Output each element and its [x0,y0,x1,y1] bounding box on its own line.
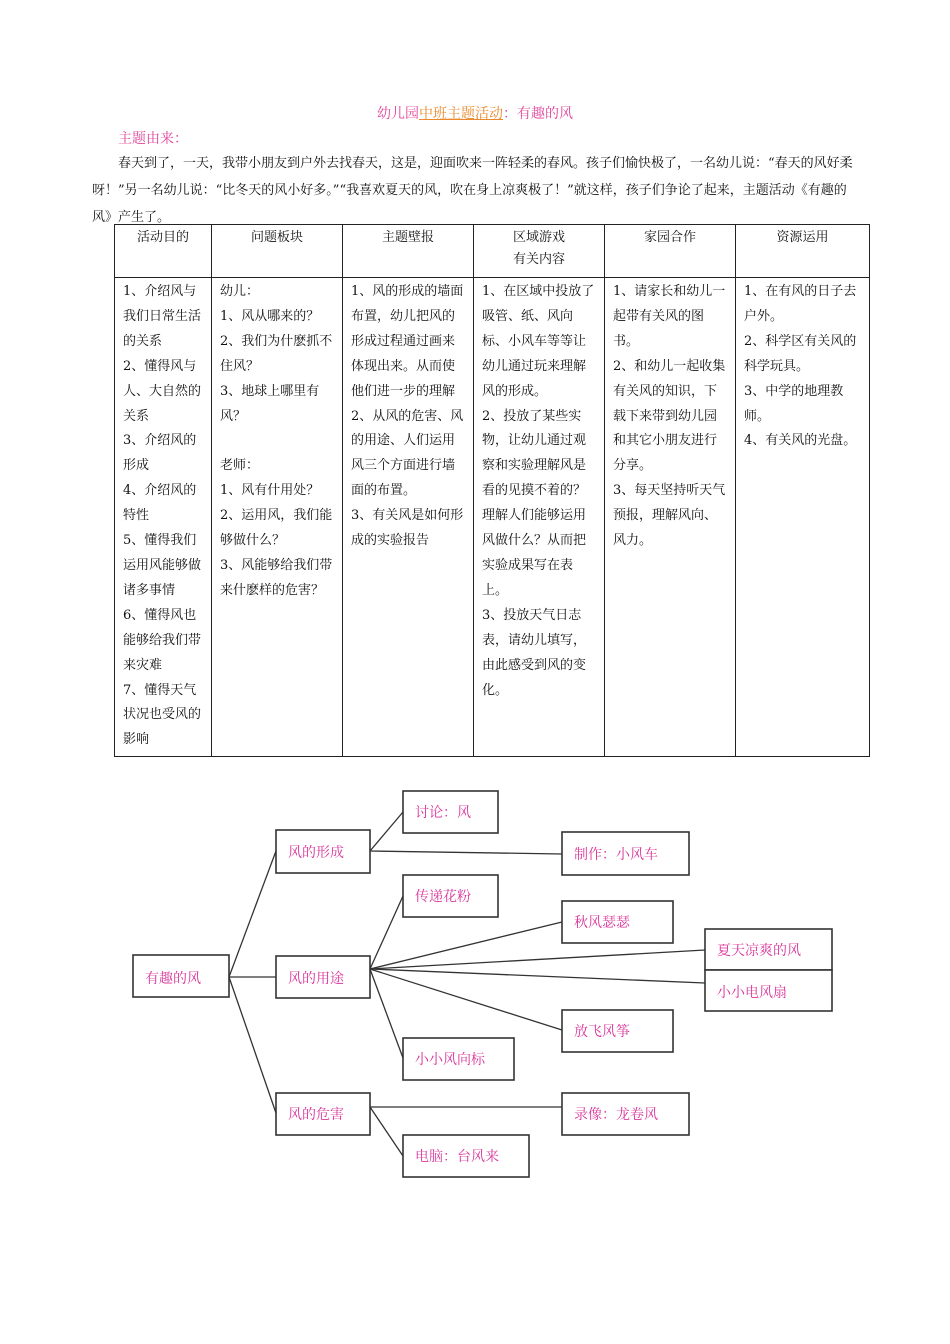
node-fan [705,970,832,1011]
svg-text:电脑：台风来: 电脑：台风来 [415,1149,499,1165]
header-text: 资源运用 [776,230,829,245]
column-header [736,225,870,278]
node-uses [276,956,370,998]
cell-item: 2、懂得风与人、大自然的关系 [123,358,202,424]
node-summer [705,929,832,970]
cell-item: 2、和幼儿一起收集有关风的知识，下载下来带到幼儿园和其它小朋友进行分享。 [613,358,726,474]
node-discuss [403,791,498,833]
header-text: 活动目的 [136,230,189,245]
cell-item: 3、每天坚持听天气预报，理解风向、风力。 [613,483,726,549]
svg-text:制作：小风车: 制作：小风车 [574,847,658,863]
cell-item: 3、介绍风的形成 [123,433,197,474]
title-suffix: ：有趣的风 [503,106,573,122]
cell-item: 1、风从哪来的？ [220,308,320,324]
cell-item: 老师： [220,458,260,474]
intro-text: 春天到了，一天，我带小朋友到户外去找春天，这是，迎面吹来一阵轻柔的春风。孩子们愉快极了，一名幼儿说：“春天的风好柔呀！”另一名幼儿说：“比冬天的风小好多。”“我喜欢夏天的风，吹在身上凉爽极了！”就这样，孩子们争论了起来，主题活动《有趣的风》产生了。 [92,156,853,225]
node-harm [276,1093,370,1135]
cell-item: 3、地球上哪里有风？ [220,383,320,424]
node-root [133,955,229,997]
svg-text:讨论：风: 讨论：风 [415,805,471,821]
svg-text:风的用途: 风的用途 [288,971,344,987]
cell-item: 5、懂得我们运用风能够做诸多事情 [123,533,202,598]
svg-text:放飞风筝: 放飞风筝 [574,1024,630,1040]
cell-item: 2、投放了某些实物，让幼儿通过观察和实验理解风是看的见摸不着的？理解人们能够运用风做什么？从而把实验成果写在表上。 [482,408,587,598]
svg-text:有趣的风: 有趣的风 [145,971,201,987]
cell-item: 4、有关风的光盘。 [744,433,857,449]
table-cell [736,278,870,757]
svg-text:秋风瑟瑟: 秋风瑟瑟 [574,915,630,931]
column-header [343,225,474,278]
cell-item: 2、运用风，我们能够做什么？ [220,508,333,549]
header-text: 有关内容 [512,252,565,267]
header-text: 主题壁报 [381,230,434,245]
table-cell [115,278,212,757]
cell-item: 2、科学区有关风的科学玩具。 [744,333,857,374]
cell-item: 6、懂得风也能够给我们带来灾难 [123,607,202,673]
table-cell [605,278,736,757]
mind-map [0,780,950,1200]
svg-text:录像：龙卷风: 录像：龙卷风 [574,1107,658,1123]
column-header [115,225,212,278]
table-cell [343,278,474,757]
node-typhoon [403,1135,529,1177]
node-vane [403,1038,514,1080]
column-header [474,225,605,278]
cell-item: 3、有关风是如何形成的实验报告 [351,508,464,549]
svg-text:风的危害: 风的危害 [288,1107,344,1123]
svg-text:小小风向标: 小小风向标 [415,1052,485,1068]
cell-item: 2、从风的危害、风的用途、人们运用风三个方面进行墙面的布置。 [351,408,464,499]
cell-item: 3、中学的地理教师。 [744,383,844,424]
node-tornado [562,1093,689,1135]
header-text: 区域游戏 [512,230,565,245]
header-text: 问题板块 [250,230,303,245]
table-row [115,278,870,757]
svg-text:夏天凉爽的风: 夏天凉爽的风 [717,943,801,959]
cell-item: 4、介绍风的特性 [123,483,197,524]
node-pollen [403,875,498,917]
cell-item: 1、请家长和幼儿一起带有关风的图书。 [613,284,726,349]
cell-item: 2、我们为什麽抓不住风？ [220,333,333,374]
table-cell [474,278,605,757]
node-autumn [562,901,673,943]
svg-text:小小电风扇: 小小电风扇 [717,985,787,1001]
intro-paragraph [92,150,857,231]
cell-item: 7、懂得天气状况也受风的影响 [123,682,202,748]
column-header [212,225,343,278]
node-pinwheel [562,832,689,875]
title-prefix: 幼儿园 [377,106,419,122]
cell-item [220,429,334,454]
document-title [0,103,950,123]
cell-item: 3、风能够给我们带来什麽样的危害？ [220,557,333,598]
cell-item: 1、风的形成的墙面布置，幼儿把风的形成过程通过画来体现出来。从而使他们进一步的理解 [351,284,464,399]
svg-text:风的形成: 风的形成 [288,845,344,861]
column-header [605,225,736,278]
cell-item: 3、投放天气日志表，请幼儿填写，由此感受到风的变化。 [482,607,587,698]
node-kite [562,1010,673,1052]
table-cell [212,278,343,757]
subheading: 主题由来： [118,131,188,147]
cell-item: 1、介绍风与我们日常生活的关系 [123,284,202,349]
cell-item: 1、在有风的日子去户外。 [744,284,857,324]
node-formation [276,830,370,873]
header-text: 家园合作 [643,230,696,245]
cell-item: 幼儿： [220,284,260,299]
table-header-row [115,225,870,278]
title-link[interactable]: 中班主题活动 [419,106,503,122]
cell-item: 1、风有什用处？ [220,483,320,499]
svg-text:传递花粉: 传递花粉 [415,889,471,905]
cell-item: 1、在区域中投放了吸管、纸、风向标、小风车等等让幼儿通过玩来理解风的形成。 [482,284,595,399]
activity-table [114,224,870,757]
